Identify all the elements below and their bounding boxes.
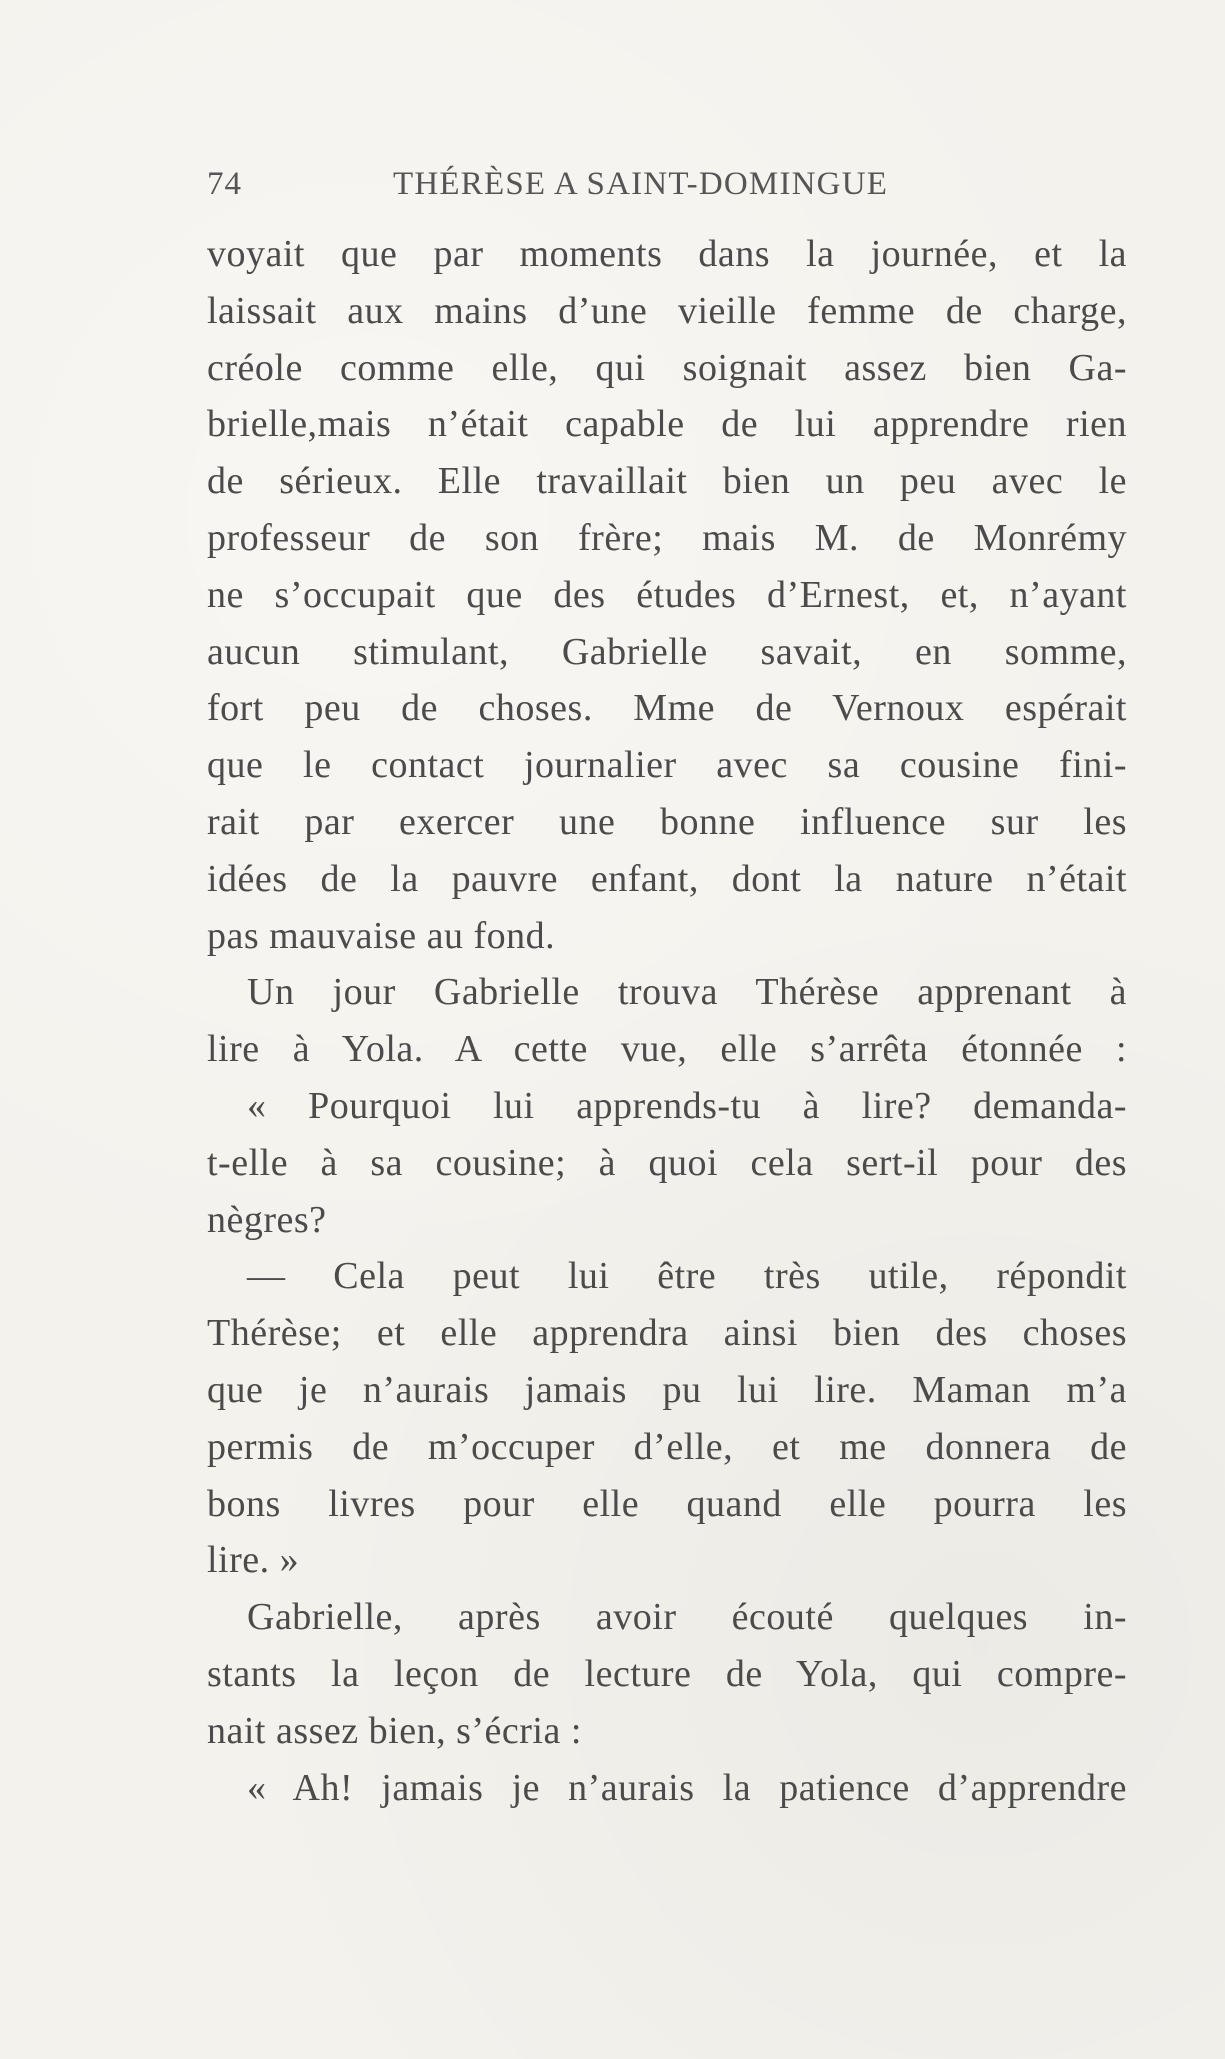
page-body-text xyxy=(207,226,1127,1816)
text-line: bons livres pour elle quand elle pourra les xyxy=(207,1482,1127,1525)
text-line: t-elle à sa cousine; à quoi cela sert-il pour des xyxy=(207,1141,1127,1184)
text-line: ne s’occupait que des études d’Ernest, et, n’ayant xyxy=(207,573,1127,616)
text-line: que je n’aurais jamais pu lui lire. Maman m’a xyxy=(207,1368,1127,1411)
text-line: idées de la pauvre enfant, dont la nature n’était xyxy=(207,857,1127,900)
page-number: 74 xyxy=(207,166,242,202)
text-line: brielle,mais n’était capable de lui apprendre rien xyxy=(207,403,1127,446)
text-line: stants la leçon de lecture de Yola, qui compre- xyxy=(207,1652,1127,1695)
page-header xyxy=(207,166,947,214)
text-line: Thérèse; et elle apprendra ainsi bien des choses xyxy=(207,1312,1127,1355)
text-line: rait par exercer une bonne influence sur les xyxy=(207,800,1127,843)
text-line: nègres? xyxy=(207,1198,327,1241)
text-line: permis de m’occuper d’elle, et me donnera de xyxy=(207,1425,1127,1468)
text-line: fort peu de choses. Mme de Vernoux espérait xyxy=(207,687,1127,730)
text-line: Un jour Gabrielle trouva Thérèse apprenant à xyxy=(247,971,1127,1014)
text-line: lire à Yola. A cette vue, elle s’arrêta étonnée : xyxy=(207,1028,1127,1071)
text-line: aucun stimulant, Gabrielle savait, en somme, xyxy=(207,630,1127,673)
text-line: de sérieux. Elle travaillait bien un peu avec le xyxy=(207,460,1127,503)
text-line: Gabrielle, après avoir écouté quelques in- xyxy=(247,1596,1127,1639)
text-line: que le contact journalier avec sa cousine fini- xyxy=(207,744,1127,787)
text-line: — Cela peut lui être très utile, répondit xyxy=(247,1255,1127,1298)
text-line: pas mauvaise au fond. xyxy=(207,914,556,957)
text-line: créole comme elle, qui soignait assez bien Ga- xyxy=(207,346,1127,389)
text-line: « Pourquoi lui apprends-tu à lire? demanda- xyxy=(247,1084,1127,1127)
text-line: lire. » xyxy=(207,1539,300,1582)
text-line: professeur de son frère; mais M. de Monrémy xyxy=(207,516,1127,559)
text-line: laissait aux mains d’une vieille femme de charge, xyxy=(207,289,1127,332)
text-line: voyait que par moments dans la journée, et la xyxy=(207,233,1127,275)
running-title: THÉRÈSE A SAINT-DOMINGUE xyxy=(393,166,889,202)
text-line: « Ah! jamais je n’aurais la patience d’apprendre xyxy=(247,1766,1127,1809)
text-line: nait assez bien, s’écria : xyxy=(207,1709,582,1752)
